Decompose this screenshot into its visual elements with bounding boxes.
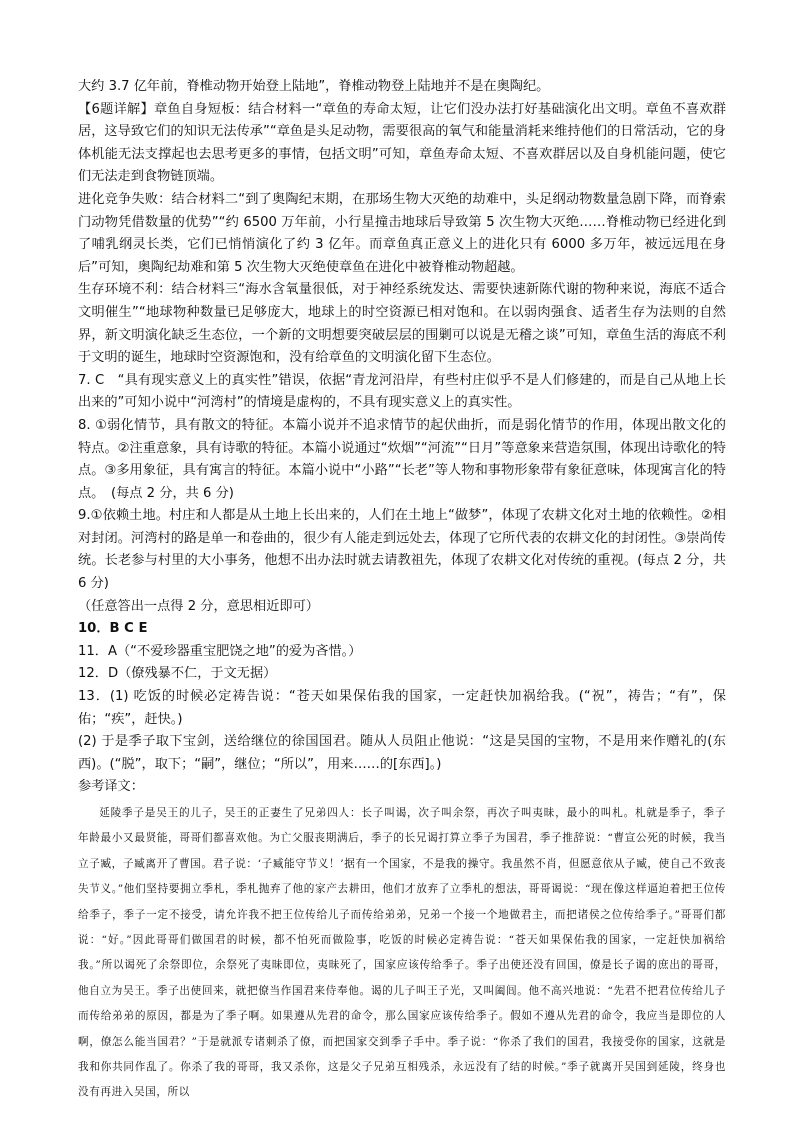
q7-answer: 7. C “具有现实意义上的真实性”错误，依据“青龙河沿岸，有些村庄似乎不是人们修建的，而是自己从地上长出来的”可知小说中“河湾村”的情境是虚构的，不具有现实意义上的真实性。 <box>78 372 726 411</box>
document-page <box>78 76 726 1106</box>
translation-heading: 参考译文： <box>78 779 144 795</box>
q8-answer: 8. ①弱化情节，具有散文的特征。本篇小说并不追求情节的起伏曲折，而是弱化情节的作用，体现出散文化的特点。②注重意象，具有诗歌的特征。本篇小说通过“炊烟”“河流”“日月”等意象来营造氛围，体现出诗歌化的特点。③多用象征，具有寓言的特征。本篇小说中“小路”“长老”等人物和事物形象带有象征意味，体现寓言化的特点。 (每点 2 分，共 6 分) <box>78 417 726 501</box>
q9-note: （任意答出一点得 2 分，意思相近即可） <box>78 598 319 614</box>
q13-part1: 13．(1) 吃饭的时候必定祷告说：“苍天如果保佑我的国家，一定赶快加祸给我。(“祝”，祷告；“有”，保佑；“疾”，赶快。) <box>78 689 726 727</box>
q9-answer: 9.①依赖土地。村庄和人都是从土地上长出来的，人们在土地上“做梦”，体现了农耕文化对土地的依赖性。②相对封闭。河湾村的路是单一和卷曲的，很少有人能走到远处去，体现了它所代表的农耕文化的封闭性。③崇尚传统。长老参与村里的大小事务，他想不出办法时就去请教祖先，体现了农耕文化对传统的重视。(每点 2 分，共 6 分) <box>78 508 726 592</box>
q6-explanation: 【6题详解】章鱼自身短板：结合材料一“章鱼的寿命太短，让它们没办法打好基础演化出文明。章鱼不喜欢群居，这导致它们的知识无法传承”“章鱼是头足动物，需要很高的氧气和能量消耗来维持他们的日常活动，它的身体机能无法支撑起也去思考更多的事情，包括文明”可知，章鱼寿命太短、不喜欢群居以及自身机能问题，使它们无法走到食物链顶端。 <box>78 101 726 185</box>
q12-answer: 12．D（僚残暴不仁，于文无据） <box>78 666 277 682</box>
q6-competition: 进化竞争失败：结合材料二“到了奥陶纪末期，在那场生物大灭绝的劫难中，头足纲动物数量急剧下降，而脊索门动物凭借数量的优势”“约 6500 万年前，小行星撞击地球后导致第 5 次生物大灭绝……脊椎动物已经进化到了哺乳纲灵长类，它们已悄悄演化了约 3 亿年。而章鱼真正意义上的进化只有 6000 多万年，被远远甩在身后”可知，奥陶纪劫难和第 5 次生物大灭绝使章鱼在进化中被脊椎动物超越。 <box>78 191 726 275</box>
reference-translation: 延陵季子是吴王的儿子，吴王的正妻生了兄弟四人：长子叫谒，次子叫余祭，再次子叫夷昧，最小的叫札。札就是季子，季子年龄最小又最贤能，哥哥们都喜欢他。为亡父服丧期满后，季子的长兄谒打算立季子为国君，季子推辞说：“曹宣公死的时候，我当立子臧，子臧离开了曹国。君子说：‘子臧能守节义！’据有一个国家，不是我的操守。我虽然不肖，但愿意依从子臧，使自己不致丧失节义。”他们坚持要拥立季札，季札抛弃了他的家产去耕田，他们才放弃了立季札的想法，哥哥谒说：“现在像这样逼迫着把王位传给季子，季子一定不接受，请允许我不把王位传给儿子而传给弟弟，兄弟一个接一个地做君主，而把诸侯之位传给季子。”哥哥们都说：“好。”因此哥哥们做国君的时候，都不怕死而做险事，吃饭的时候必定祷告说：“苍天如果保佑我的国家，一定赶快加祸给我。”所以谒死了余祭即位，余祭死了夷昧即位，夷昧死了，国家应该传给季子。季子出使还没有回国，僚是长子谒的庶出的哥哥，他自立为吴王。季子出使回来，就把僚当作国君来侍奉他。谒的儿子叫王子光，又叫阖闾。他不高兴地说：“先君不把君位传给儿子而传给弟弟的原因，都是为了季子啊。如果遵从先君的命令，那么国家应该传给季子。假如不遵从先君的命令，我应当是即位的人啊，僚怎么能当国君？”于是就派专诸刺杀了僚，而把国家交到季子手中。季子说：“你杀了我们的国君，我接受你的国家，这就是我和你共同作乱了。你杀了我的哥哥，我又杀你，这是父子兄弟互相残杀，永远没有了结的时候。”季子就离开吴国到延陵，终身也没有再进入吴国，所以 <box>78 807 726 1099</box>
q6-environment: 生存环境不利：结合材料三“海水含氧量很低，对于神经系统发达、需要快速新陈代谢的物种来说，海底不适合文明催生”“地球物种数量已足够庞大，地球上的时空资源已相对饱和。在以弱肉强食、适者生存为法则的自然界，新文明演化缺乏生态位，一个新的文明想要突破层层的围剿可以说是无稽之谈”可知，章鱼生活的海底不利于文明的诞生，地球时空资源饱和，没有给章鱼的文明演化留下生态位。 <box>78 282 726 366</box>
text-line: 大约 3.7 亿年前，脊椎动物开始登上陆地”，脊椎动物登上陆地并不是在奥陶纪。 <box>78 79 550 94</box>
q11-answer: 11．A（“不爱珍器重宝肥饶之地”的爱为吝惜。） <box>78 643 362 659</box>
q13-part2: (2) 于是季子取下宝剑，送给继位的徐国国君。随从人员阻止他说：“这是吴国的宝物，不是用来作赠礼的(东西)。(“脱”，取下；“嗣”，继位；“所以”，用来……的[东西]。) <box>78 734 726 772</box>
q10-answer: 10．B C E <box>78 621 148 637</box>
